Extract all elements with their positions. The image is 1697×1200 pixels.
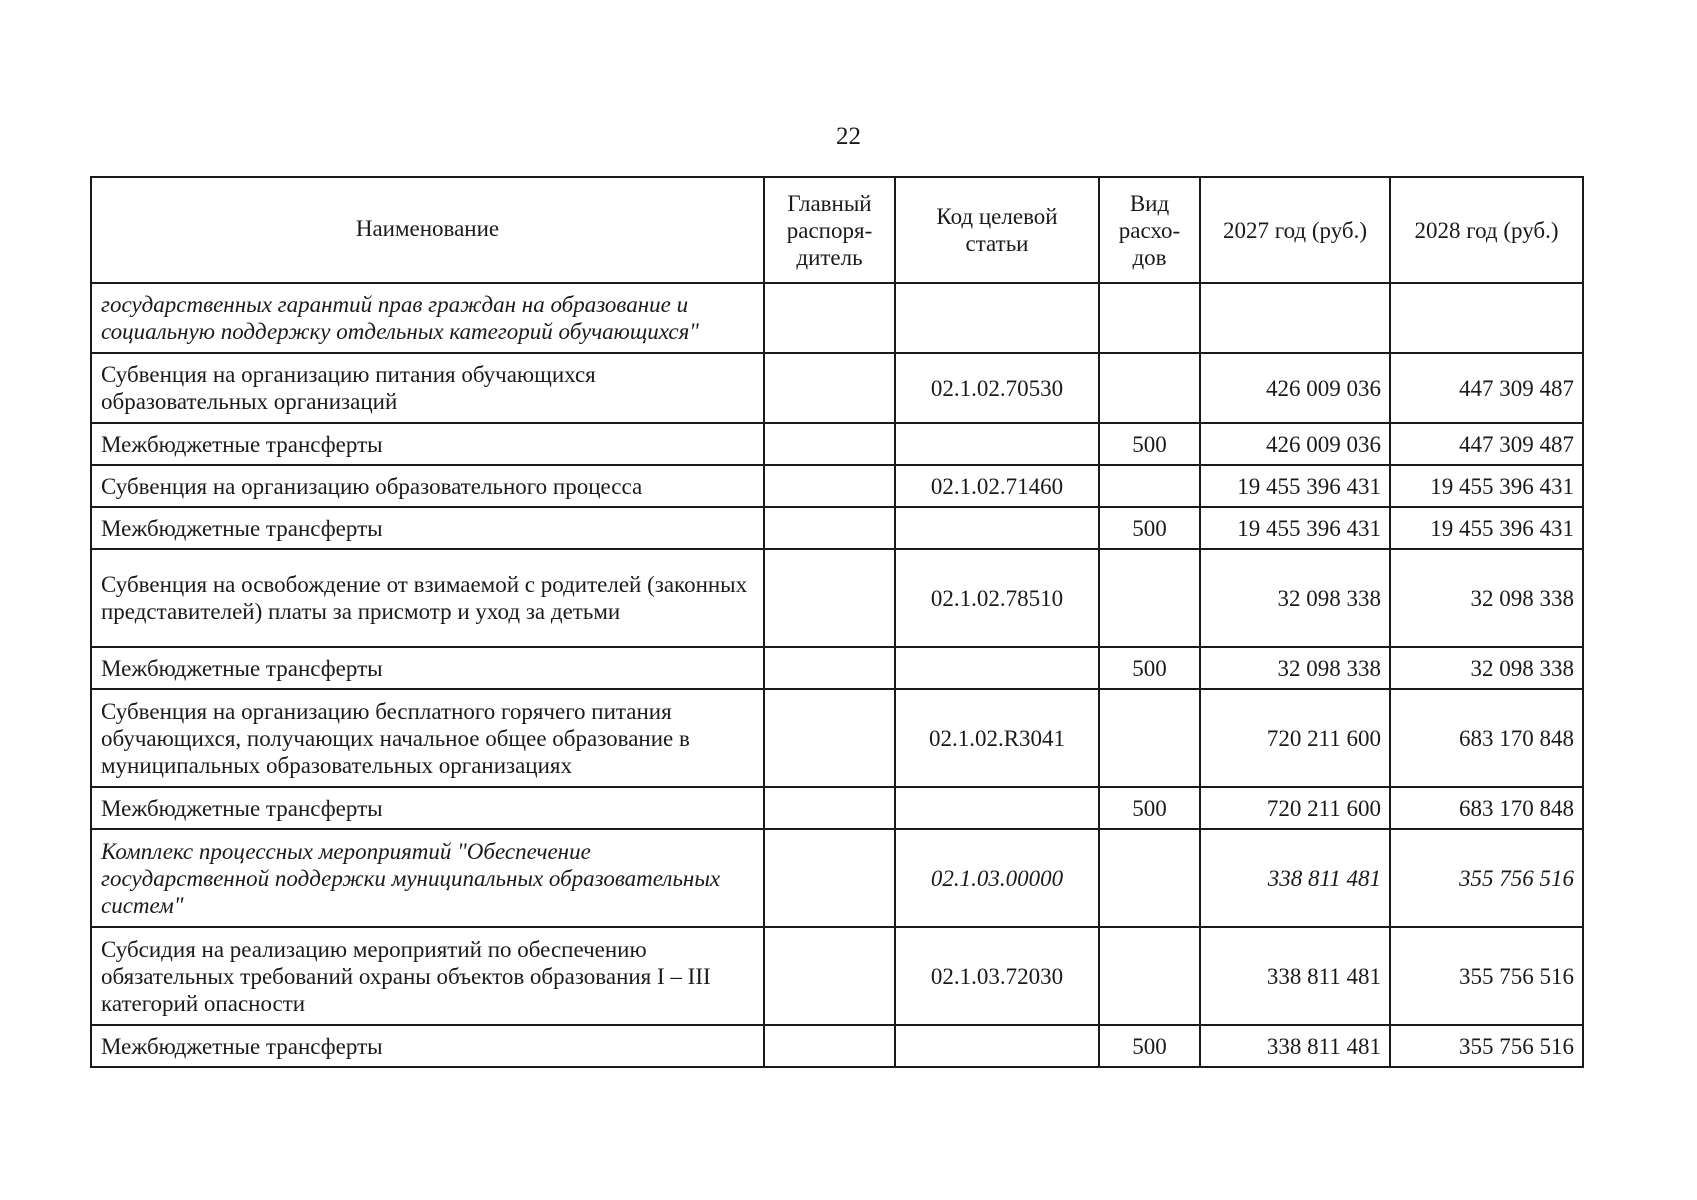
row-main-manager <box>764 353 895 423</box>
row-amount-2027: 338 811 481 <box>1200 1025 1390 1067</box>
row-code: 02.1.02.70530 <box>895 353 1099 423</box>
row-kind <box>1099 283 1200 353</box>
row-amount-2027: 19 455 396 431 <box>1200 465 1390 507</box>
row-name: Субвенция на организацию питания обучающихся образовательных организаций <box>91 353 764 423</box>
table-header-row <box>91 177 1583 283</box>
row-main-manager <box>764 423 895 465</box>
table-row <box>91 787 1583 829</box>
row-amount-2028: 447 309 487 <box>1390 353 1583 423</box>
row-name: Межбюджетные трансферты <box>91 1025 764 1067</box>
row-kind: 500 <box>1099 423 1200 465</box>
row-main-manager <box>764 829 895 927</box>
table-row <box>91 1025 1583 1067</box>
row-amount-2028: 19 455 396 431 <box>1390 465 1583 507</box>
row-kind <box>1099 689 1200 787</box>
row-amount-2027: 338 811 481 <box>1200 829 1390 927</box>
row-code: 02.1.02.78510 <box>895 549 1099 647</box>
header-year-2028: 2028 год (руб.) <box>1390 177 1583 283</box>
row-kind: 500 <box>1099 647 1200 689</box>
row-amount-2027: 426 009 036 <box>1200 423 1390 465</box>
row-kind <box>1099 353 1200 423</box>
row-main-manager <box>764 283 895 353</box>
row-code <box>895 507 1099 549</box>
row-name: Межбюджетные трансферты <box>91 647 764 689</box>
row-code: 02.1.02.71460 <box>895 465 1099 507</box>
table-row <box>91 927 1583 1025</box>
row-main-manager <box>764 927 895 1025</box>
row-name: Комплекс процессных мероприятий "Обеспечение государственной поддержки муниципальных образовательных систем" <box>91 829 764 927</box>
table-row <box>91 465 1583 507</box>
row-code <box>895 423 1099 465</box>
table-row <box>91 353 1583 423</box>
row-kind <box>1099 927 1200 1025</box>
row-main-manager <box>764 647 895 689</box>
table-row <box>91 283 1583 353</box>
row-amount-2028: 447 309 487 <box>1390 423 1583 465</box>
row-code: 02.1.02.R3041 <box>895 689 1099 787</box>
row-name: Субсидия на реализацию мероприятий по обеспечению обязательных требований охраны объектов образования I – III категорий опасности <box>91 927 764 1025</box>
row-name: Межбюджетные трансферты <box>91 787 764 829</box>
row-kind: 500 <box>1099 787 1200 829</box>
table-row <box>91 829 1583 927</box>
row-code <box>895 787 1099 829</box>
row-code: 02.1.03.72030 <box>895 927 1099 1025</box>
row-kind <box>1099 549 1200 647</box>
row-name: Межбюджетные трансферты <box>91 507 764 549</box>
row-code <box>895 1025 1099 1067</box>
row-kind <box>1099 465 1200 507</box>
header-main-manager: Главный распоря-дитель <box>764 177 895 283</box>
row-name: Субвенция на организацию образовательного процесса <box>91 465 764 507</box>
row-amount-2027: 32 098 338 <box>1200 549 1390 647</box>
row-main-manager <box>764 787 895 829</box>
row-code <box>895 283 1099 353</box>
header-target-code: Код целевой статьи <box>895 177 1099 283</box>
header-year-2027: 2027 год (руб.) <box>1200 177 1390 283</box>
row-amount-2028: 355 756 516 <box>1390 829 1583 927</box>
row-amount-2028: 32 098 338 <box>1390 647 1583 689</box>
table-row <box>91 549 1583 647</box>
row-main-manager <box>764 1025 895 1067</box>
row-main-manager <box>764 549 895 647</box>
row-main-manager <box>764 465 895 507</box>
budget-table <box>90 176 1584 1068</box>
row-amount-2028: 683 170 848 <box>1390 689 1583 787</box>
row-amount-2027: 720 211 600 <box>1200 787 1390 829</box>
row-name: Межбюджетные трансферты <box>91 423 764 465</box>
row-amount-2027: 720 211 600 <box>1200 689 1390 787</box>
header-name: Наименование <box>91 177 764 283</box>
row-amount-2028: 32 098 338 <box>1390 549 1583 647</box>
row-kind <box>1099 829 1200 927</box>
row-main-manager <box>764 689 895 787</box>
row-kind: 500 <box>1099 507 1200 549</box>
row-amount-2027: 19 455 396 431 <box>1200 507 1390 549</box>
row-amount-2027: 338 811 481 <box>1200 927 1390 1025</box>
row-amount-2028: 19 455 396 431 <box>1390 507 1583 549</box>
row-code <box>895 647 1099 689</box>
row-amount-2028: 683 170 848 <box>1390 787 1583 829</box>
row-kind: 500 <box>1099 1025 1200 1067</box>
row-name: Субвенция на освобождение от взимаемой с родителей (законных представителей) платы за присмотр и уход за детьми <box>91 549 764 647</box>
row-name: Субвенция на организацию бесплатного горячего питания обучающихся, получающих начальное общее образование в муниципальных образовательных организациях <box>91 689 764 787</box>
row-amount-2028: 355 756 516 <box>1390 1025 1583 1067</box>
row-amount-2027: 426 009 036 <box>1200 353 1390 423</box>
row-amount-2027 <box>1200 283 1390 353</box>
header-expense-type: Вид расхо-дов <box>1099 177 1200 283</box>
row-name: государственных гарантий прав граждан на образование и социальную поддержку отдельных категорий обучающихся" <box>91 283 764 353</box>
table-row <box>91 647 1583 689</box>
row-amount-2028 <box>1390 283 1583 353</box>
page-number: 22 <box>836 123 861 150</box>
table-row <box>91 689 1583 787</box>
row-main-manager <box>764 507 895 549</box>
table-row <box>91 423 1583 465</box>
row-amount-2028: 355 756 516 <box>1390 927 1583 1025</box>
table-row <box>91 507 1583 549</box>
row-amount-2027: 32 098 338 <box>1200 647 1390 689</box>
row-code: 02.1.03.00000 <box>895 829 1099 927</box>
